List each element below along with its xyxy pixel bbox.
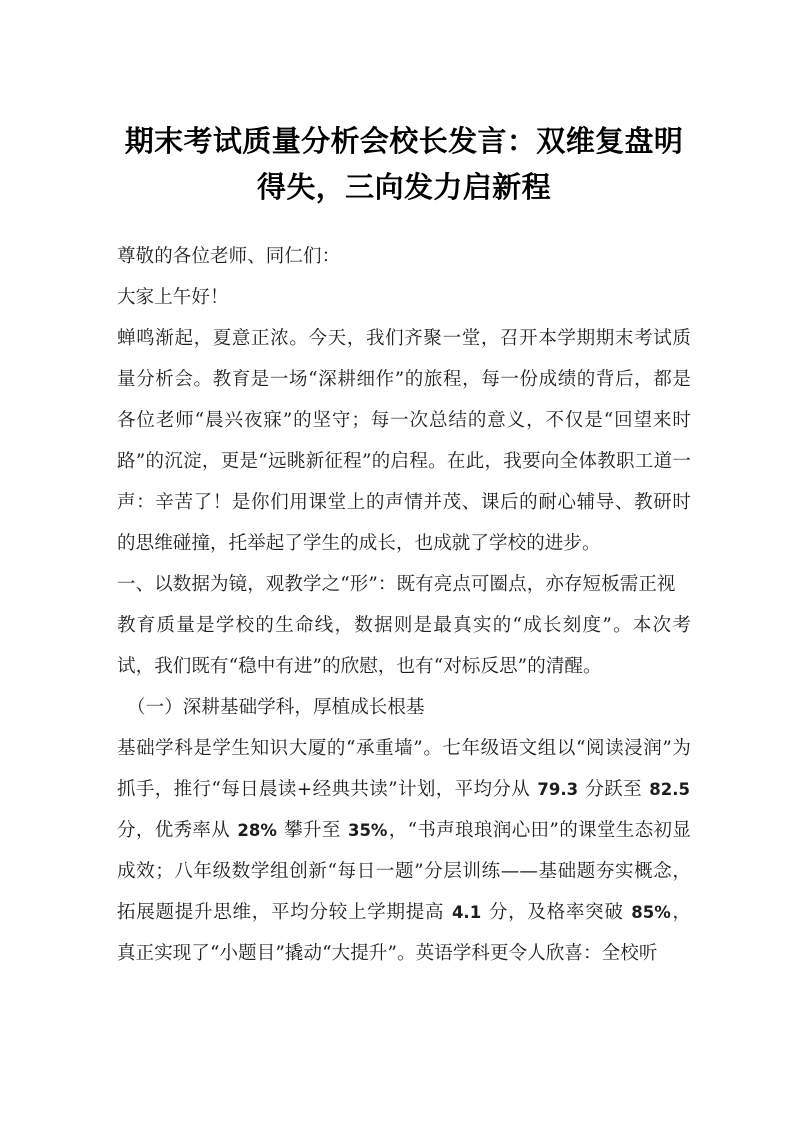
- page-title-line-2: 得失，三向发力启新程: [256, 170, 551, 204]
- section-one-heading: 一、以数据为镜，观教学之“形”：既有亮点可圈点，亦存短板需正视: [117, 574, 676, 595]
- metric-value: 79.3: [537, 780, 579, 799]
- document-content: [117, 118, 691, 974]
- section-one-intro: 教育质量是学校的生命线，数据则是最真实的“成长刻度”。本次考试，我们既有“稳中有进”的欣慰，也有“对标反思”的清醒。: [117, 615, 691, 677]
- paragraph-greeting: 大家上午好！: [117, 287, 229, 308]
- metric-value: 85%: [631, 903, 671, 922]
- metric-value: 4.1: [451, 903, 482, 922]
- paragraph-salutation: 尊敬的各位老师、同仁们：: [117, 246, 341, 267]
- page-title: [117, 118, 691, 210]
- metric-value: 82.5: [649, 780, 691, 799]
- metric-value: 28%: [237, 821, 277, 840]
- paragraph-opening: 蝉鸣渐起，夏意正浓。今天，我们齐聚一堂，召开本学期期末考试质量分析会。教育是一场“深耕细作”的旅程，每一份成绩的背后，都是各位老师“晨兴夜寐”的坚守；每一次总结的意义，不仅是“回望来时路”的沉淀，更是“远眺新征程”的启程。在此，我要向全体教职工道一声：辛苦了！是你们用课堂上的声情并茂、课后的耐心辅导、教研时的思维碰撞，托举起了学生的成长，也成就了学校的进步。: [117, 328, 691, 554]
- metric-value: 35%: [347, 821, 388, 840]
- subsection-one-body: 基础学科是学生知识大厦的“承重墙”。七年级语文组以“阅读浸润”为抓手，推行“每日晨读+经典共读”计划，平均分从 79.3 分跃至 82.5 分，优秀率从 28% 攀升至 35%，“书声琅琅润心田”的课堂生态初显成效；八年级数学组创新“每日一题”分层训练——基础题夯实概念，拓展题提升思维，平均分较上学期提高 4.1 分，及格率突破 85%，真正实现了“小题目”撬动“大提升”。英语学科更令人欣喜：全校听: [117, 738, 691, 964]
- subsection-one-heading: （一）深耕基础学科，厚植成长根基: [127, 697, 425, 718]
- page-title-line-1: 期末考试质量分析会校长发言：双维复盘明: [124, 124, 684, 158]
